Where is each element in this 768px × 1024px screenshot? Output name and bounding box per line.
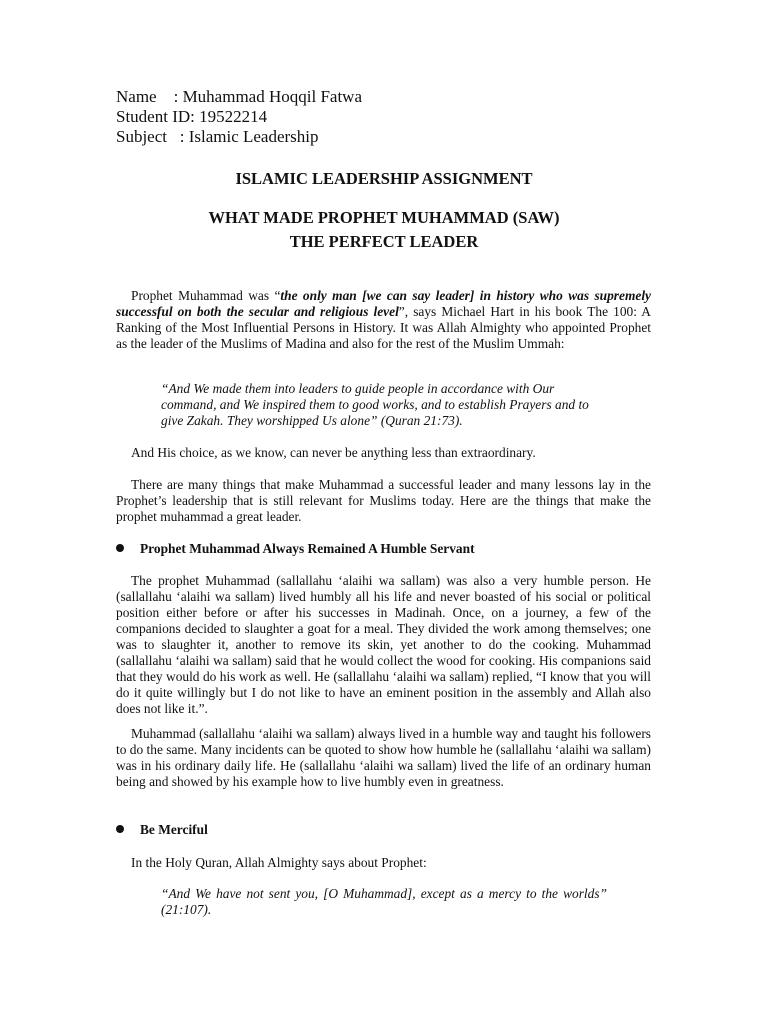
humble-paragraph-1: The prophet Muhammad (sallallahu ‘alaihi wa sallam) was also a very humble person. He (sallallahu ‘alaihi wa sallam) lived humbly all his life and never boasted of his social or political position either before or after his successes in Madinah. Once, on a journey, a few of the companions decided to slaughter a goat for a meal. They divided the work among themselves; one was to slaughter it, another to remove its skin, yet another to do the cooking. Muhammad (sallallahu ‘alaihi wa sallam) said that he would collect the wood for cooking. His companions said that they would do his work as well. He (sallallahu ‘alaihi wa sallam) replied, “I know that you will do it quite willingly but I do not like to have an eminent position in the assembly and Allah also does not like it.”. (116, 573, 651, 716)
student-info-header (116, 87, 362, 147)
intro-emphasis-quote: the only man [we can say leader] in history who was supremely successful on both the secular and religious level (116, 288, 651, 319)
essay-heading-line-1: WHAT MADE PROPHET MUHAMMAD (SAW) (208, 208, 560, 227)
intro-rest: ”, says Michael Hart in his book The 100: A Ranking of the Most Influential Persons in History. It was Allah Almighty who appointed Prophet as the leader of the Muslims of Madina and also for the rest of the Muslim Ummah: (116, 304, 651, 351)
humble-paragraph-2: Muhammad (sallallahu ‘alaihi wa sallam) always lived in a humble way and taught his followers to do the same. Many incidents can be quoted to show how humble he (sallallahu ‘alaihi wa sallam) was in his ordinary daily life. He (sallallahu ‘alaihi wa sallam) lived the life of an ordinary human being and showed by his example how to live humbly even in greatness. (116, 726, 651, 789)
section-heading-text: Prophet Muhammad Always Remained A Humble Servant (140, 541, 475, 556)
lessons-paragraph: There are many things that make Muhammad a successful leader and many lessons lay in the Prophet’s leadership that is still relevant for Muslims today. Here are the things that make the prophet muhammad a great leader. (116, 477, 651, 524)
merciful-paragraph: In the Holy Quran, Allah Almighty says about Prophet: (131, 855, 427, 870)
name-line: Name : Muhammad Hoqqil Fatwa (116, 87, 362, 106)
section-heading-humble-servant (116, 541, 475, 557)
quran-quote-21-73: “And We made them into leaders to guide people in accordance with Our command, and We inspired them to good works, and to establish Prayers and to give Zakah. They worshipped Us alone” (Quran 21:73). (161, 381, 589, 428)
intro-lead: Prophet Muhammad was “ (131, 288, 281, 303)
bullet-dot-icon (116, 825, 124, 833)
section-heading-text: Be Merciful (140, 822, 208, 837)
bullet-dot-icon (116, 544, 124, 552)
essay-heading-line-2: THE PERFECT LEADER (289, 232, 479, 251)
intro-paragraph (116, 288, 651, 352)
assignment-title: ISLAMIC LEADERSHIP ASSIGNMENT (235, 169, 533, 188)
quran-quote-21-107: “And We have not sent you, [O Muhammad], except as a mercy to the worlds” (21:107). (161, 886, 607, 917)
subject-line: Subject : Islamic Leadership (116, 127, 319, 146)
choice-paragraph: And His choice, as we know, can never be anything less than extraordinary. (131, 445, 536, 460)
student-id-line: Student ID: 19522214 (116, 107, 268, 126)
section-heading-be-merciful (116, 822, 208, 838)
